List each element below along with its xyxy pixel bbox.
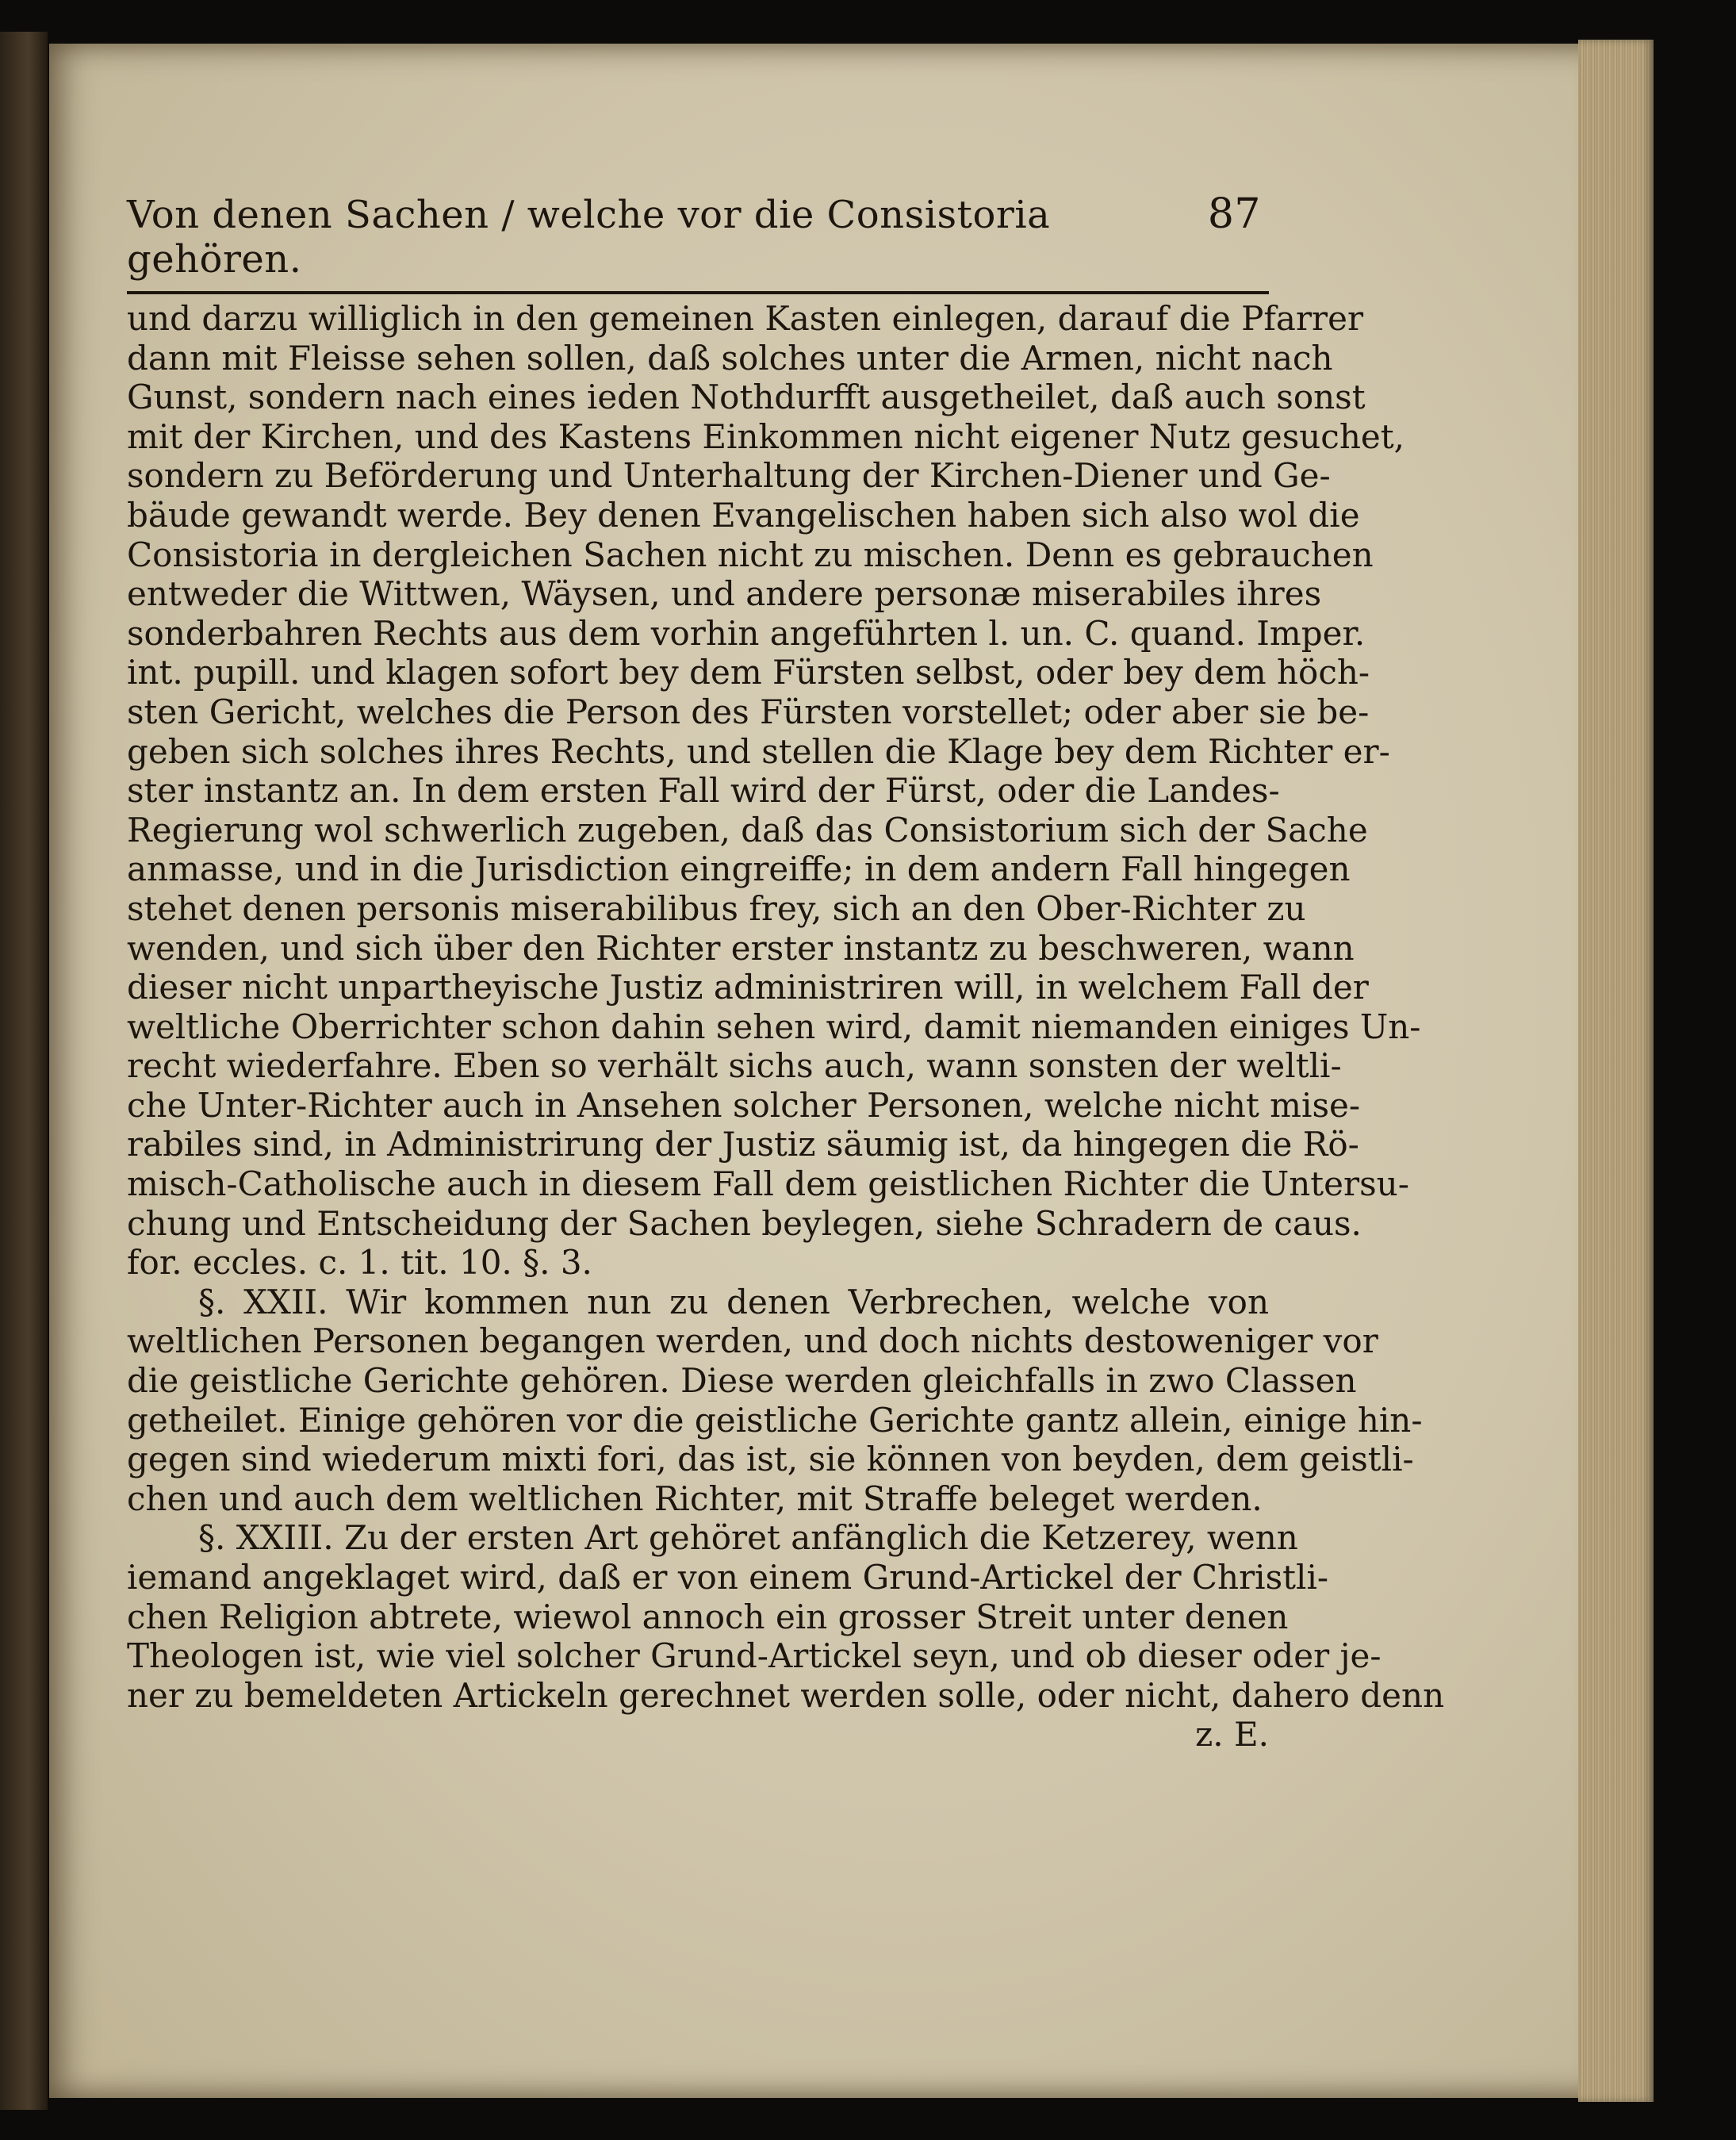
text-line: che Unter-Richter auch in Ansehen solcher Personen, welche nicht mise- bbox=[127, 1085, 1361, 1125]
paragraph-start: §. XXIII. Zu der ersten Art gehöret anfänglich die Ketzerey, wenn bbox=[198, 1518, 1298, 1558]
text-line: und darzu williglich in den gemeinen Kasten einlegen, darauf die Pfarrer bbox=[127, 299, 1364, 338]
text-line: wenden, und sich über den Richter erster instantz zu beschweren, wann bbox=[127, 928, 1355, 968]
left-page-edge bbox=[0, 32, 48, 2110]
text-line: ner zu bemeldeten Artickeln gerechnet werden solle, oder nicht, dahero denn bbox=[127, 1675, 1445, 1715]
text-line: Regierung wol schwerlich zugeben, daß das Consistorium sich der Sache bbox=[127, 810, 1368, 849]
text-line: chung und Entscheidung der Sachen beylegen, siehe Schradern de caus. bbox=[127, 1203, 1362, 1243]
header-rule bbox=[127, 291, 1269, 294]
text-line: rabiles sind, in Administrirung der Justiz säumig ist, da hingegen die Rö- bbox=[127, 1125, 1359, 1164]
page-number: 87 bbox=[1207, 190, 1261, 238]
text-line: dieser nicht unpartheyische Justiz administriren will, in welchem Fall der bbox=[127, 968, 1369, 1007]
text-line: die geistliche Gerichte gehören. Diese werden gleichfalls in zwo Classen bbox=[127, 1361, 1357, 1401]
text-line: iemand angeklaget wird, daß er von einem Grund-Artickel der Christli- bbox=[127, 1558, 1329, 1597]
text-line: chen und auch dem weltlichen Richter, mit Straffe beleget werden. bbox=[127, 1478, 1263, 1518]
text-line: weltliche Oberrichter schon dahin sehen wird, damit niemanden einiges Un- bbox=[127, 1007, 1421, 1046]
text-block bbox=[127, 190, 1445, 1755]
page-edges bbox=[1578, 40, 1654, 2102]
text-line: Theologen ist, wie viel solcher Grund-Artickel seyn, und ob dieser oder je- bbox=[127, 1636, 1382, 1676]
text-line: anmasse, und in die Jurisdiction eingreiffe; in dem andern Fall hingegen bbox=[127, 849, 1351, 889]
text-line: stehet denen personis miserabilibus frey, sich an den Ober-Richter zu bbox=[127, 888, 1306, 928]
text-line: ster instantz an. In dem ersten Fall wird der Fürst, oder die Landes- bbox=[127, 771, 1280, 811]
text-line: sten Gericht, welches die Person des Fürsten vorstellet; oder aber sie be- bbox=[127, 692, 1370, 731]
text-line: gegen sind wiederum mixti fori, das ist, sie können von beyden, dem geistli- bbox=[127, 1440, 1414, 1479]
text-line: geben sich solches ihres Rechts, und stellen die Klage bey dem Richter er- bbox=[127, 731, 1390, 771]
body-text bbox=[127, 299, 1445, 1755]
header-title: Von denen Sachen / welche vor die Consistoria gehören. bbox=[127, 193, 1051, 282]
text-line: Gunst, sondern nach eines ieden Nothdurfft ausgetheilet, daß auch sonst bbox=[127, 378, 1366, 417]
text-line: weltlichen Personen begangen werden, und doch nichts destoweniger vor bbox=[127, 1321, 1378, 1361]
catchword: z. E. bbox=[1195, 1715, 1269, 1755]
text-line: getheilet. Einige gehören vor die geistliche Gerichte gantz allein, einige hin- bbox=[127, 1400, 1423, 1440]
text-line: bäude gewandt werde. Bey denen Evangelischen haben sich also wol die bbox=[127, 495, 1360, 535]
text-line: dann mit Fleisse sehen sollen, daß solches unter die Armen, nicht nach bbox=[127, 338, 1333, 378]
paragraph-start: §. XXII. Wir kommen nun zu denen Verbrechen, welche von bbox=[198, 1282, 1269, 1321]
text-line: Consistoria in dergleichen Sachen nicht zu mischen. Denn es gebrauchen bbox=[127, 535, 1374, 574]
text-line: sondern zu Beförderung und Unterhaltung der Kirchen-Diener und Ge- bbox=[127, 456, 1331, 496]
text-line: entweder die Wittwen, Wäysen, und andere personæ miserabiles ihres bbox=[127, 574, 1322, 614]
text-line: chen Religion abtrete, wiewol annoch ein grosser Streit unter denen bbox=[127, 1597, 1289, 1636]
text-line: mit der Kirchen, und des Kastens Einkommen nicht eigener Nutz gesuchet, bbox=[127, 416, 1405, 456]
running-header bbox=[127, 190, 1261, 282]
text-line: recht wiederfahre. Eben so verhält sichs auch, wann sonsten der weltli- bbox=[127, 1046, 1342, 1086]
text-line: int. pupill. und klagen sofort bey dem Fürsten selbst, oder bey dem höch- bbox=[127, 653, 1370, 692]
text-line: sonderbahren Rechts aus dem vorhin angeführten l. un. C. quand. Imper. bbox=[127, 613, 1366, 653]
text-line: misch-Catholische auch in diesem Fall dem geistlichen Richter die Untersu- bbox=[127, 1164, 1409, 1204]
text-line: for. eccles. c. 1. tit. 10. §. 3. bbox=[127, 1243, 592, 1283]
